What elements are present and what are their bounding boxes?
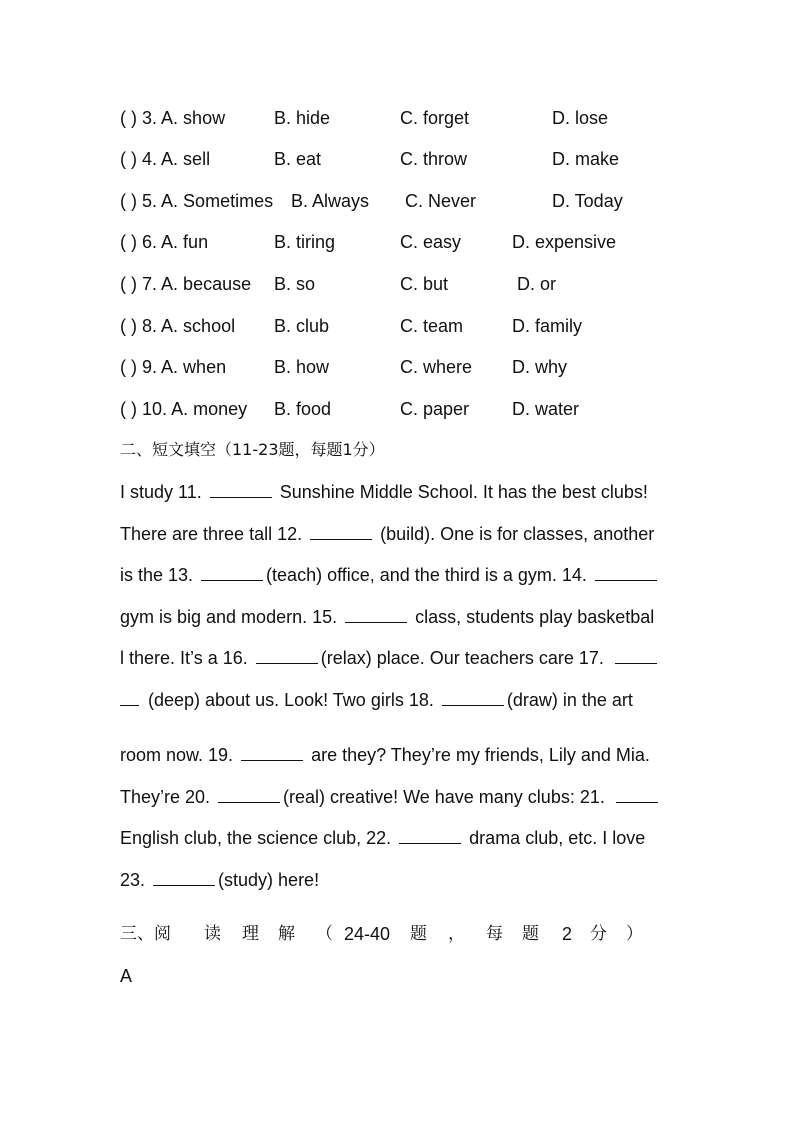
passage-line-6: (deep) about us. Look! Two girls 18. (draw) in the art — [120, 688, 633, 712]
option-b: B. eat — [274, 149, 322, 169]
option-d: D. water — [512, 399, 580, 419]
question-4 — [120, 147, 680, 171]
blank-18[interactable] — [442, 688, 504, 706]
question-prefix: ( ) 9. A. when — [120, 357, 227, 377]
blank-17-part1[interactable] — [615, 646, 657, 664]
question-prefix: ( ) 7. A. because — [120, 274, 252, 294]
option-b: B. how — [274, 357, 330, 377]
option-c: C. throw — [400, 149, 468, 169]
passage-line-1: I study 11. Sunshine Middle School. It has the best clubs! — [120, 482, 648, 502]
section3-heading: 三、阅 读 理 解 （ 24-40 题 ， 每 题 2 分 ） — [120, 924, 643, 944]
blank-11[interactable] — [210, 480, 272, 498]
passage-line-5: l there. It’s a 16. (relax) place. Our teachers care 17. — [120, 646, 657, 670]
option-b: B. tiring — [274, 232, 336, 252]
question-prefix: ( ) 10. A. money — [120, 399, 248, 419]
option-a: A. sell — [161, 149, 211, 169]
question-10 — [120, 397, 680, 421]
question-prefix: ( ) 5. A. Sometimes — [120, 191, 274, 211]
blank-12[interactable] — [310, 522, 372, 540]
option-b: B. hide — [274, 108, 331, 128]
passage-line-10: 23. (study) here! — [120, 870, 320, 890]
question-6 — [120, 230, 680, 254]
option-c: C. but — [400, 274, 449, 294]
option-a: A. because — [161, 274, 252, 294]
option-d: D. make — [552, 149, 620, 169]
blank-17-part2[interactable] — [120, 688, 139, 706]
option-c: C. team — [400, 316, 464, 336]
option-a: A. when — [161, 357, 227, 377]
passage-line-4: gym is big and modern. 15. class, students play basketbal — [120, 607, 655, 627]
passage-line-9: English club, the science club, 22. drama club, etc. I love — [120, 828, 646, 848]
option-d: D. or — [517, 274, 557, 294]
question-3 — [120, 106, 680, 130]
blank-20[interactable] — [218, 785, 280, 803]
option-b: B. food — [274, 399, 332, 419]
option-b: B. Always — [291, 191, 370, 211]
question-7 — [120, 272, 680, 296]
option-b: B. so — [274, 274, 316, 294]
blank-15[interactable] — [345, 605, 407, 623]
option-d: D. why — [512, 357, 568, 377]
passage-line-7: room now. 19. are they? They’re my friends, Lily and Mia. — [120, 745, 650, 765]
question-prefix: ( ) 3. A. show — [120, 108, 226, 128]
blank-14[interactable] — [595, 563, 657, 581]
passage-line-8: They’re 20. (real) creative! We have many clubs: 21. — [120, 785, 658, 809]
passage-label: A — [120, 966, 133, 986]
blank-22[interactable] — [399, 826, 461, 844]
option-c: C. easy — [400, 232, 462, 252]
option-d: D. expensive — [512, 232, 617, 252]
blank-16[interactable] — [256, 646, 318, 664]
passage-line-3: is the 13. (teach) office, and the third is a gym. 14. — [120, 563, 660, 587]
question-5 — [120, 189, 680, 213]
option-a: A. fun — [161, 232, 209, 252]
blank-19[interactable] — [241, 743, 303, 761]
option-a: A. show — [161, 108, 226, 128]
question-prefix: ( ) 8. A. school — [120, 316, 236, 336]
option-d: D. lose — [552, 108, 609, 128]
option-d: D. family — [512, 316, 583, 336]
question-8 — [120, 314, 680, 338]
option-b: B. club — [274, 316, 330, 336]
option-c: C. Never — [405, 191, 477, 211]
question-prefix: ( ) 6. A. fun — [120, 232, 209, 252]
question-9 — [120, 355, 680, 379]
option-c: C. paper — [400, 399, 470, 419]
blank-21[interactable] — [616, 785, 658, 803]
option-a: A. school — [161, 316, 236, 336]
option-a: A. Sometimes — [161, 191, 274, 211]
option-c: C. where — [400, 357, 473, 377]
option-d: D. Today — [552, 191, 623, 211]
question-prefix: ( ) 4. A. sell — [120, 149, 211, 169]
blank-23[interactable] — [153, 868, 215, 886]
passage-line-2: There are three tall 12. (build). One is for classes, another — [120, 524, 655, 544]
section2-heading: 二、短文填空（11-23题，每题1分） — [120, 440, 385, 459]
option-c: C. forget — [400, 108, 470, 128]
blank-13[interactable] — [201, 563, 263, 581]
option-a: A. money — [171, 399, 248, 419]
